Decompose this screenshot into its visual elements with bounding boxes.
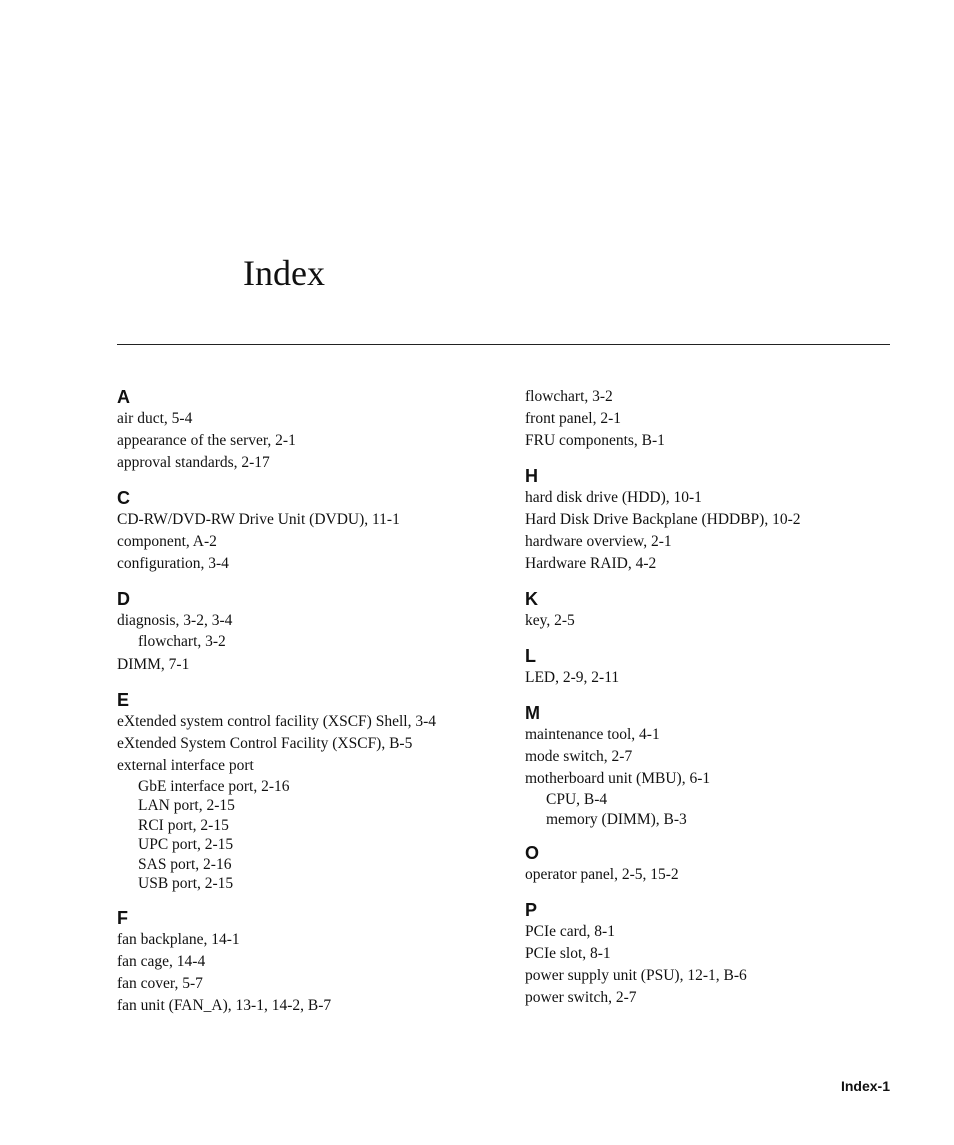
page-title: Index (243, 253, 325, 293)
section-letter: F (117, 907, 128, 928)
index-entry: approval standards, 2-17 (117, 454, 270, 471)
index-entry: front panel, 2-1 (525, 410, 621, 427)
index-entry: LED, 2-9, 2-11 (525, 669, 620, 686)
section-letter: L (525, 646, 536, 666)
index-section (525, 588, 905, 632)
index-entry: component, A-2 (117, 533, 217, 550)
index-section (525, 386, 905, 452)
index-section (525, 465, 905, 575)
section-letter: A (117, 387, 130, 407)
index-entry: external interface port (117, 756, 254, 774)
index-column-left (117, 386, 497, 1030)
index-entry: fan cage, 14-4 (117, 952, 206, 970)
section-letter: M (525, 703, 540, 723)
index-entry: hard disk drive (HDD), 10-1 (525, 489, 702, 506)
index-subentry: RCI port, 2-15 (138, 816, 229, 834)
index-entry: flowchart, 3-2 (525, 388, 613, 405)
index-entry: eXtended system control facility (XSCF) Shell, 3-4 (117, 712, 436, 730)
section-letter: K (525, 589, 538, 609)
index-entry: key, 2-5 (525, 612, 575, 629)
section-letter: H (525, 466, 538, 486)
title-rule (117, 344, 890, 345)
index-entry: PCIe card, 8-1 (525, 923, 615, 940)
index-entry: FRU components, B-1 (525, 432, 665, 449)
index-subentry: SAS port, 2-16 (138, 855, 232, 873)
index-entry: Hardware RAID, 4-2 (525, 555, 657, 572)
index-entry: Hard Disk Drive Backplane (HDDBP), 10-2 (525, 511, 801, 528)
index-entry: power switch, 2-7 (525, 989, 637, 1006)
index-entry: power supply unit (PSU), 12-1, B-6 (525, 967, 747, 984)
index-entry: air duct, 5-4 (117, 410, 193, 427)
index-section (117, 907, 497, 1017)
section-letter: C (117, 488, 130, 508)
section-letter: P (525, 900, 538, 920)
index-entry: hardware overview, 2-1 (525, 533, 672, 550)
index-entry: maintenance tool, 4-1 (525, 726, 660, 743)
index-entry: eXtended System Control Facility (XSCF), B-5 (117, 734, 413, 752)
index-subentry: memory (DIMM), B-3 (546, 810, 687, 828)
index-entry: fan backplane, 14-1 (117, 930, 240, 948)
index-section (117, 588, 497, 676)
index-section (525, 899, 905, 1009)
index-section (525, 842, 905, 886)
page-number: Index-1 (840, 1078, 890, 1094)
index-subentry: USB port, 2-15 (138, 875, 234, 892)
index-entry: operator panel, 2-5, 15-2 (525, 866, 679, 883)
index-entry: DIMM, 7-1 (117, 655, 190, 673)
index-column-right (525, 386, 905, 1022)
section-letter: E (117, 689, 130, 710)
index-subentry: flowchart, 3-2 (138, 633, 226, 650)
index-section (117, 386, 497, 474)
index-entry: motherboard unit (MBU), 6-1 (525, 770, 711, 787)
index-entry: fan unit (FAN_A), 13-1, 14-2, B-7 (117, 996, 332, 1014)
index-entry: mode switch, 2-7 (525, 748, 633, 765)
index-section (117, 487, 497, 575)
section-letter: O (525, 843, 540, 863)
index-entry: diagnosis, 3-2, 3-4 (117, 612, 233, 629)
index-entry: appearance of the server, 2-1 (117, 432, 296, 449)
index-subentry: CPU, B-4 (546, 791, 608, 808)
index-section (525, 645, 905, 689)
index-subentry: LAN port, 2-15 (138, 797, 235, 814)
index-entry: configuration, 3-4 (117, 555, 229, 572)
index-section (117, 689, 497, 894)
index-section (525, 702, 905, 829)
index-entry: fan cover, 5-7 (117, 974, 203, 992)
index-entry: CD-RW/DVD-RW Drive Unit (DVDU), 11-1 (117, 511, 400, 528)
index-entry: PCIe slot, 8-1 (525, 945, 611, 962)
index-subentry: GbE interface port, 2-16 (138, 777, 290, 795)
index-subentry: UPC port, 2-15 (138, 836, 234, 853)
section-letter: D (117, 589, 130, 609)
